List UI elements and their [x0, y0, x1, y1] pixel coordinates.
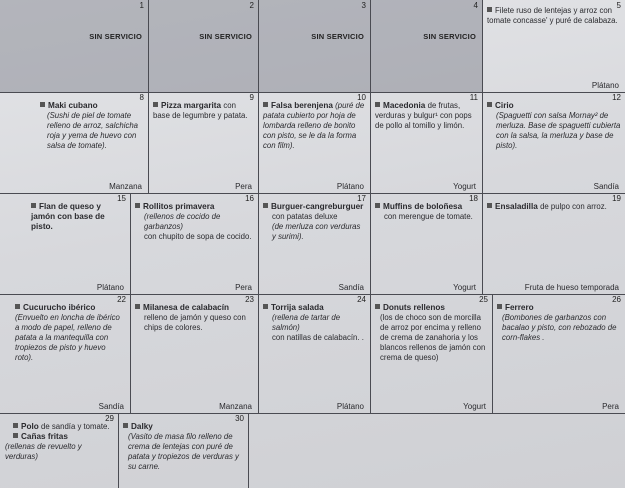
day-number: 10 [357, 93, 366, 102]
day-cell-23 [130, 294, 258, 413]
dish-title: Macedonia [383, 101, 426, 110]
dish-description: (rellenos de cocido de garbanzos) [144, 212, 221, 231]
dish-text: Filete ruso de lentejas y arroz con tomate concasse' y puré de calabaza. [487, 6, 618, 25]
dish-title: Falsa berenjena [271, 101, 333, 110]
dish-title: Flan de queso y jamón con base de pisto. [31, 202, 105, 231]
no-service-label: SIN SERVICIO [423, 32, 476, 41]
dish [263, 303, 366, 313]
dish-title: Milanesa de calabacín [143, 303, 230, 312]
day-number: 9 [249, 93, 254, 102]
dish-title: Rollitos primavera [143, 202, 215, 211]
dish-title: Polo [21, 422, 39, 431]
bullet-square-icon [153, 102, 158, 107]
no-service-label: SIN SERVICIO [89, 32, 142, 41]
dish-title: Ensaladilla [495, 202, 538, 211]
dish-description: (Spaguetti con salsa Mornay² de merluza. Base de spaguetti cubierta con la salsa, la merluza y base de pisto). [496, 111, 621, 150]
day-cell-12 [482, 92, 625, 193]
dish [135, 202, 254, 212]
dish-title: Dalky [131, 422, 153, 431]
bullet-square-icon [263, 304, 268, 309]
no-service-label: SIN SERVICIO [311, 32, 364, 41]
dish-description: (Envuelto en loncha de ibérico a modo de papel, relleno de patata a la mantequilla con tropiezos de pisto y huevo roto). [15, 313, 120, 362]
bullet-square-icon [31, 203, 36, 208]
day-cell-8 [0, 92, 148, 193]
day-number: 1 [139, 1, 144, 10]
day-cell-10 [258, 92, 370, 193]
dish-description: (Sushi de piel de tomate relleno de arroz, salchicha roja y yema de huevo con salsa de tomate). [47, 111, 139, 150]
dish-title: Cañas fritas [21, 432, 68, 441]
dish-title: Cucurucho ibérico [23, 303, 96, 312]
dish [263, 202, 366, 212]
dish-title: Pizza margarita [161, 101, 222, 110]
bullet-square-icon [375, 102, 380, 107]
grid-line [370, 0, 371, 413]
day-number: 23 [245, 295, 254, 304]
bullet-square-icon [497, 304, 502, 309]
day-number: 25 [479, 295, 488, 304]
dish-text: con natillas de calabacín. . [272, 333, 364, 342]
grid-line [248, 413, 249, 488]
dish [135, 303, 254, 313]
bullet-square-icon [263, 102, 268, 107]
day-number: 8 [139, 93, 144, 102]
dish-title: Torrija salada [271, 303, 324, 312]
dish-title: Cirio [495, 101, 514, 110]
grid-line [0, 92, 625, 93]
day-number: 30 [235, 414, 244, 423]
grid-line [148, 0, 149, 193]
dish [5, 422, 114, 432]
grid-line [118, 413, 119, 488]
day-number: 11 [469, 93, 478, 102]
bullet-square-icon [263, 203, 268, 208]
dish-text: (los de choco son de morcilla de arroz por encima y relleno de crema de zanahoria y los blancos rellenos de jamón con crema de queso) [380, 313, 486, 362]
day-number: 19 [612, 194, 621, 203]
bullet-square-icon [487, 203, 492, 208]
day-cell-29 [0, 413, 118, 488]
bullet-square-icon [135, 304, 140, 309]
day-cell-22 [0, 294, 130, 413]
day-cell-26 [492, 294, 625, 413]
dish-description: (rellenas de revuelto y verduras) [5, 442, 82, 461]
dish [5, 101, 144, 111]
dish-title: Ferrero [505, 303, 534, 312]
dish-description: (puré de patata cubierto por hoja de lombarda relleno de bonito con pisto, se le da la forma con film). [263, 101, 365, 150]
dish [487, 101, 621, 111]
dish-text: con chupito de sopa de cocido. [144, 232, 252, 241]
day-number: 29 [105, 414, 114, 423]
dish [375, 101, 478, 131]
dessert-label: Plátano [336, 182, 364, 191]
dish-text: de frutas, verduras y bulgur¹ con pops de pollo al tomillo y limón. [375, 101, 472, 130]
dish-title: Donuts rellenos [383, 303, 445, 312]
dessert-label: Pera [235, 182, 252, 191]
day-number: 5 [616, 1, 621, 10]
dessert-label: Pera [235, 283, 252, 292]
dish-text: relleno de jamón y queso con chips de colores. [144, 313, 246, 332]
dessert-label: Yogurt [453, 283, 476, 292]
dessert-label: Sandía [338, 283, 364, 292]
dish-text: de pulpo con arroz. [540, 202, 607, 211]
dish [375, 202, 478, 212]
dish-description: (Bombones de garbanzos con bacalao y pisto, con rebozado de corn-flakes . [502, 313, 617, 342]
dessert-label: Sandía [98, 402, 124, 411]
dish [5, 432, 114, 442]
dessert-label: Manzana [219, 402, 252, 411]
day-number: 17 [357, 194, 366, 203]
dish [487, 202, 621, 212]
grid-line [130, 193, 131, 413]
day-number: 15 [117, 194, 126, 203]
day-cell-2 [148, 0, 258, 92]
day-number: 12 [612, 93, 621, 102]
dessert-label: Plátano [336, 402, 364, 411]
day-cell-17 [258, 193, 370, 294]
bullet-square-icon [40, 102, 45, 107]
bullet-square-icon [135, 203, 140, 208]
grid-line [492, 294, 493, 413]
day-cell-9 [148, 92, 258, 193]
day-cell-3 [258, 0, 370, 92]
dish [5, 303, 126, 313]
dessert-label: Plátano [591, 81, 619, 90]
day-cell-5 [482, 0, 625, 92]
bullet-square-icon [123, 423, 128, 428]
dish [153, 101, 254, 121]
day-number: 18 [469, 194, 478, 203]
day-cell-4 [370, 0, 482, 92]
day-number: 2 [249, 1, 254, 10]
dish [375, 303, 488, 313]
grid-line [0, 413, 625, 414]
bullet-square-icon [375, 304, 380, 309]
day-cell-16 [130, 193, 258, 294]
day-cell-19 [482, 193, 625, 294]
day-cell-11 [370, 92, 482, 193]
dessert-label: Yogurt [453, 182, 476, 191]
day-number: 22 [117, 295, 126, 304]
dish-description: (rellena de tartar de salmón) [272, 313, 341, 332]
dish [123, 422, 244, 432]
day-number: 3 [361, 1, 366, 10]
dessert-label: Fruta de hueso temporada [524, 283, 619, 292]
dish-title: Burguer-cangreburguer [271, 202, 364, 211]
dessert-label: Pera [602, 402, 619, 411]
bullet-square-icon [375, 203, 380, 208]
day-cell-18 [370, 193, 482, 294]
dish [5, 202, 126, 232]
dish-text: con base de legumbre y patata. [153, 101, 248, 120]
day-cell-30 [118, 413, 248, 488]
grid-line [0, 294, 625, 295]
day-number: 24 [357, 295, 366, 304]
dessert-label: Manzana [109, 182, 142, 191]
no-service-label: SIN SERVICIO [199, 32, 252, 41]
dessert-label: Plátano [96, 283, 124, 292]
grid-line [0, 193, 625, 194]
dish-description: (Vasito de masa filo relleno de crema de lentejas con puré de patata y tropiezos de verduras y su carne. [128, 432, 239, 471]
dessert-label: Sandía [593, 182, 619, 191]
day-number: 4 [473, 1, 478, 10]
dish-title: Muffins de boloñesa [383, 202, 463, 211]
dish [487, 6, 621, 26]
dessert-label: Yogurt [463, 402, 486, 411]
grid-line [482, 0, 483, 294]
dish [497, 303, 621, 313]
day-number: 26 [612, 295, 621, 304]
day-cell-15 [0, 193, 130, 294]
dish-text: con patatas deluxe [272, 212, 338, 221]
day-cell-25 [370, 294, 492, 413]
day-cell-24 [258, 294, 370, 413]
grid-line [258, 0, 259, 413]
bullet-square-icon [487, 102, 492, 107]
day-cell-1 [0, 0, 148, 92]
bullet-square-icon [487, 7, 492, 12]
bullet-square-icon [13, 433, 18, 438]
bullet-square-icon [15, 304, 20, 309]
dish [263, 101, 366, 151]
day-number: 16 [245, 194, 254, 203]
dish-text: con merengue de tomate. [384, 212, 473, 221]
dish-text: de sandía y tomate. [41, 422, 110, 431]
bullet-square-icon [13, 423, 18, 428]
dish-title: Maki cubano [48, 101, 98, 110]
dish-description: (de merluza con verduras y surimi). [272, 222, 361, 241]
